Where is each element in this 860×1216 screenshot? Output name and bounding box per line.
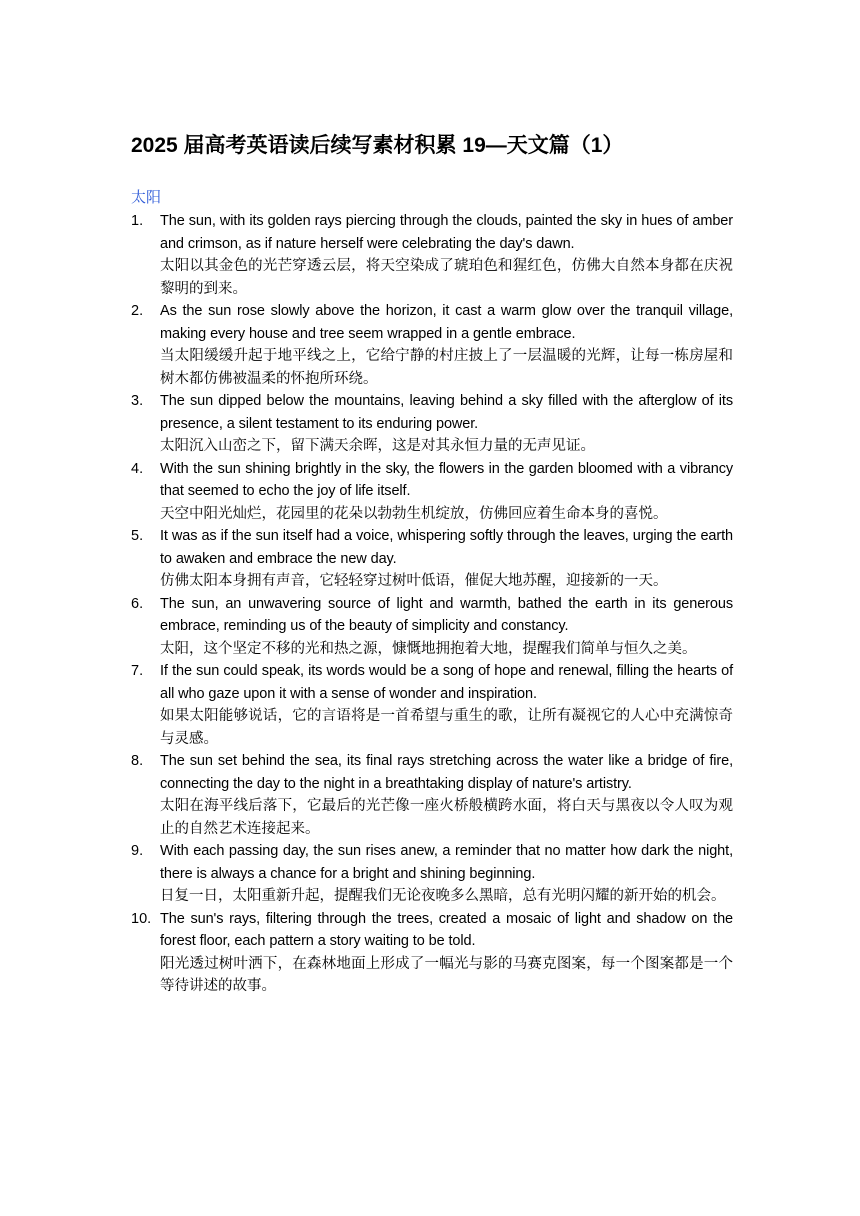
item-number: 7. xyxy=(131,663,144,679)
chinese-translation: 太阳以其金色的光芒穿透云层，将天空染成了琥珀色和猩红色，仿佛大自然本身都在庆祝黎明的到来。 xyxy=(160,258,733,297)
english-sentence: It was as if the sun itself had a voice, whispering softly through the leaves, urging the earth to awaken and embrace the new day. xyxy=(160,528,733,567)
list-item xyxy=(131,593,733,661)
chinese-translation: 阳光透过树叶洒下，在森林地面上形成了一幅光与影的马赛克图案，每一个图案都是一个等待讲述的故事。 xyxy=(160,955,733,994)
list-item xyxy=(131,300,733,390)
chinese-translation: 当太阳缓缓升起于地平线之上，它给宁静的村庄披上了一层温暖的光辉，让每一栋房屋和树木都仿佛被温柔的怀抱所环绕。 xyxy=(160,348,733,387)
item-number: 8. xyxy=(131,753,144,769)
english-sentence: With the sun shining brightly in the sky, the flowers in the garden bloomed with a vibrancy that seemed to echo the joy of life itself. xyxy=(160,460,733,499)
chinese-translation: 太阳在海平线后落下，它最后的光芒像一座火桥般横跨水面，将白天与黑夜以令人叹为观止的自然艺术连接起来。 xyxy=(160,798,733,837)
item-number: 5. xyxy=(131,528,144,544)
chinese-translation: 如果太阳能够说话，它的言语将是一首希望与重生的歌，让所有凝视它的人心中充满惊奇与灵感。 xyxy=(160,708,733,747)
chinese-translation: 天空中阳光灿烂，花园里的花朵以勃勃生机绽放，仿佛回应着生命本身的喜悦。 xyxy=(160,505,668,522)
chinese-translation: 仿佛太阳本身拥有声音，它轻轻穿过树叶低语，催促大地苏醒，迎接新的一天。 xyxy=(160,573,668,589)
list-item xyxy=(131,390,733,458)
list-item xyxy=(131,458,733,526)
english-sentence: The sun's rays, filtering through the trees, created a mosaic of light and shadow on the forest floor, each pattern a story waiting to be told. xyxy=(160,910,733,949)
entry-list xyxy=(131,210,733,998)
list-item xyxy=(131,210,733,300)
list-item xyxy=(131,908,733,998)
english-sentence: The sun, an unwavering source of light and warmth, bathed the earth in its generous embrace, reminding us of the beauty of simplicity and constancy. xyxy=(160,595,733,634)
chinese-translation: 日复一日，太阳重新升起，提醒我们无论夜晚多么黑暗，总有光明闪耀的新开始的机会。 xyxy=(160,888,726,904)
english-sentence: As the sun rose slowly above the horizon, it cast a warm glow over the tranquil village, making every house and tree seem wrapped in a gentle embrace. xyxy=(160,303,733,342)
chinese-translation: 太阳沉入山峦之下，留下满天余晖，这是对其永恒力量的无声见证。 xyxy=(160,438,595,454)
english-sentence: With each passing day, the sun rises anew, a reminder that no matter how dark the night, there is always a chance for a bright and shining beginning. xyxy=(160,843,733,882)
section-heading: 太阳 xyxy=(131,189,162,206)
english-sentence: If the sun could speak, its words would be a song of hope and renewal, filling the hearts of all who gaze upon it with a sense of wonder and inspiration. xyxy=(160,663,733,702)
list-item xyxy=(131,840,733,908)
item-number: 1. xyxy=(131,213,144,229)
english-sentence: The sun set behind the sea, its final rays stretching across the water like a bridge of fire, connecting the day to the night in a breathtaking display of nature's artistry. xyxy=(160,753,733,792)
item-number: 10. xyxy=(131,910,152,927)
document-title: 2025 届高考英语读后续写素材积累 19—天文篇（1） xyxy=(131,134,624,157)
english-sentence: The sun dipped below the mountains, leaving behind a sky filled with the afterglow of its presence, a silent testament to its enduring power. xyxy=(160,393,733,432)
list-item xyxy=(131,525,733,593)
item-number: 9. xyxy=(131,843,144,859)
list-item xyxy=(131,750,733,840)
english-sentence: The sun, with its golden rays piercing through the clouds, painted the sky in hues of amber and crimson, as if nature herself were celebrating the day's dawn. xyxy=(160,213,733,252)
chinese-translation: 太阳，这个坚定不移的光和热之源，慷慨地拥抱着大地，提醒我们简单与恒久之美。 xyxy=(160,640,697,657)
item-number: 6. xyxy=(131,595,144,612)
list-item xyxy=(131,660,733,750)
item-number: 4. xyxy=(131,460,144,477)
item-number: 3. xyxy=(131,393,144,409)
item-number: 2. xyxy=(131,303,144,319)
